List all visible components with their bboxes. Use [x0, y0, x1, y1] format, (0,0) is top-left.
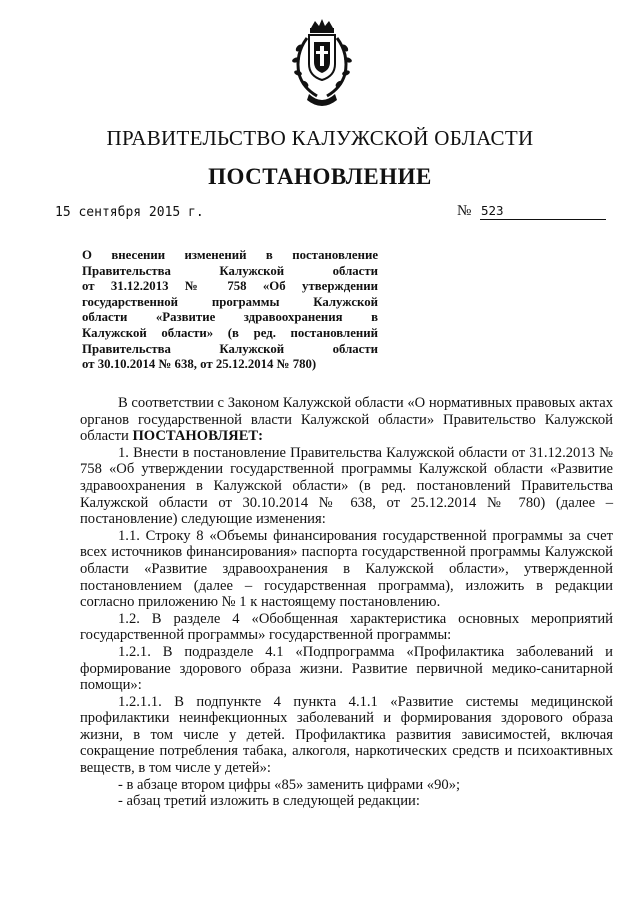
subject-line: области «Развитие здравоохранения в [82, 310, 378, 325]
document-body [80, 395, 613, 810]
list-item: - в абзаце втором цифры «85» заменить цифрами «90»; [118, 776, 461, 793]
document-date: 15 сентября 2015 г. [55, 205, 204, 220]
paragraph-1-1: 1.1. Строку 8 «Объемы финансирования государственной программы за счет всех источников финансирования» паспорта государственной программы Калужской области «Развитие здравоохранения в Калужской области», утвержденной постановлением (далее – государственная программа), изложить в редакции согласно приложению № 1 к настоящему постановлению. [80, 527, 613, 611]
paragraph-1-2-1: 1.2.1. В подразделе 4.1 «Подпрограмма «Профилактика заболеваний и формирование здорового образа жизни. Развитие первичной медико-санитарной помощи»: [80, 643, 613, 694]
document-subject [82, 248, 378, 373]
number-label: № [457, 203, 472, 219]
subject-line: от 30.10.2014 № 638, от 25.12.2014 № 780) [82, 357, 317, 372]
subject-line: государственной программы Калужской [82, 294, 378, 309]
subject-line: Правительства Калужской области [82, 341, 378, 356]
number-underline [480, 219, 606, 220]
intro-text: В соответствии с Законом Калужской области «О нормативных правовых актах органов государственной власти Калужской области» Правительство Калужской области [80, 395, 613, 445]
document-number: 523 [481, 203, 504, 218]
coat-of-arms-emblem [289, 18, 355, 114]
subject-line: Правительства Калужской области [82, 263, 378, 278]
subject-line: О внесении изменений в постановление [82, 248, 378, 262]
resolves-keyword: ПОСТАНОВЛЯЕТ: [132, 428, 264, 445]
intro-paragraph [80, 395, 613, 445]
list-item: - абзац третий изложить в следующей редакции: [118, 793, 420, 810]
document-type-title: ПОСТАНОВЛЕНИЕ [208, 164, 432, 189]
subject-line: от 31.12.2013 № 758 «Об утверждении [82, 279, 378, 294]
subject-line: Калужской области» (в ред. постановлений [82, 325, 378, 340]
government-name: ПРАВИТЕЛЬСТВО КАЛУЖСКОЙ ОБЛАСТИ [106, 126, 534, 150]
paragraph-1-2: 1.2. В разделе 4 «Обобщенная характеристика основных мероприятий государственной программы» государственной программы: [80, 610, 613, 644]
paragraph-1: 1. Внести в постановление Правительства Калужской области от 31.12.2013 № 758 «Об утверждении государственной программы Калужской области «Развитие здравоохранения в Калужской области» (в ред. постановлений Правительства Калужской области от 30.10.2014 № 638, от 25.12.2014 № 780) (далее – постановление) следующие изменения: [80, 444, 613, 528]
paragraph-1-2-1-1: 1.2.1.1. В подпункте 4 пункта 4.1.1 «Развитие системы медицинской профилактики неинфекционных заболеваний и формирования здорового образа жизни, в том числе у детей. Профилактика развития зависимостей, включая сокращение потребления табака, алкоголя, наркотических средств и психоактивных веществ, в том числе у детей»: [80, 693, 613, 777]
